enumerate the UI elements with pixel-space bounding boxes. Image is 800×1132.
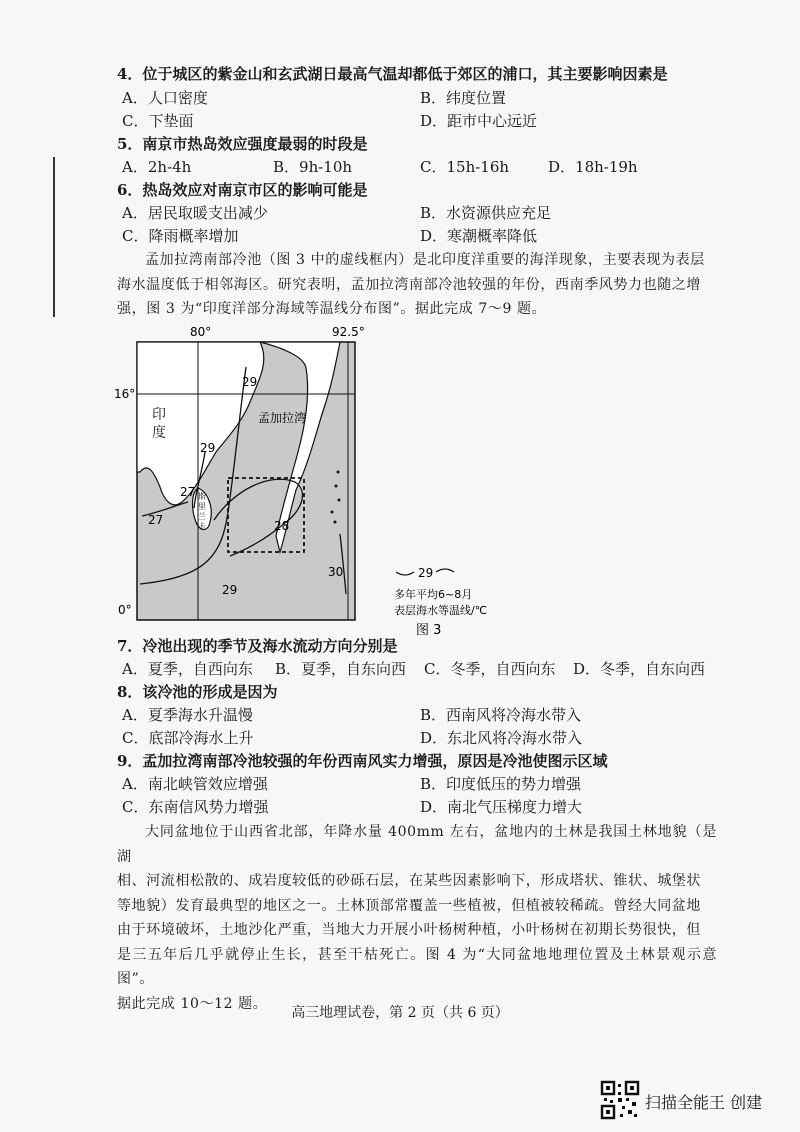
q4-option-d[interactable]: D．距市中心远近 (420, 112, 538, 130)
legend-line (396, 572, 414, 575)
passage1-line: 强，图 3 为“印度洋部分海域等温线分布图”。据此完成 7～9 题。 (117, 301, 547, 317)
map-canvas (110, 322, 488, 642)
qr-code-icon (600, 1080, 640, 1120)
passage2-line: 由于环境破坏，土地沙化严重，当地大力开展小叶杨树种植，小叶杨树在初期长势很快，但 (117, 922, 701, 938)
q7-option-b[interactable]: B．夏季，自东向西 (275, 660, 407, 678)
passage2-line: 相、河流相松散的、成岩度较低的砂砾石层，在某些因素影响下，形成塔状、锥状、城堡状 (117, 873, 701, 889)
q9-option-c[interactable]: C．东南信风势力增强 (122, 798, 269, 816)
scanner-watermark (600, 1080, 780, 1120)
passage-cold-pool (117, 248, 717, 322)
q9-stem: 9．孟加拉湾南部冷池较强的年份西南风实力增强，原因是冷池使图示区域 (117, 752, 608, 770)
passage2-line: 大同盆地位于山西省北部，年降水量 400mm 左右，盆地内的土林是我国土林地貌（是湖 (117, 824, 717, 865)
lat-label-16: 16° (114, 387, 136, 401)
page-footer: 高三地理试卷，第 2 页（共 6 页） (291, 1005, 509, 1021)
q4-option-a[interactable]: A．人口密度 (122, 89, 208, 107)
sri-lanka-label: 斯里兰卡 (198, 492, 206, 531)
passage2-line: 是三五年后几乎就停止生长，甚至干枯死亡。图 4 为“大同盆地地理位置及土林景观示意图”。 (117, 946, 717, 987)
figure-3-map (110, 322, 488, 642)
india-label: 印度 (152, 407, 166, 441)
q8-option-c[interactable]: C．底部冷海水上升 (122, 729, 254, 747)
q4-option-c[interactable]: C．下垫面 (122, 112, 194, 130)
q4-stem: 4．位于城区的紫金山和玄武湖日最高气温却都低于郊区的浦口，其主要影响因素是 (117, 65, 668, 83)
isotherm-label: 29 (200, 441, 216, 455)
q7-option-d[interactable]: D．冬季，自东向西 (573, 660, 706, 678)
isotherm-label: 29 (222, 583, 238, 597)
isotherm-label: 27 (148, 513, 164, 527)
q6-stem: 6．热岛效应对南京市区的影响可能是 (117, 181, 368, 199)
q8-stem: 8．该冷池的形成是因为 (117, 683, 278, 701)
q5-option-a[interactable]: A．2h-4h (122, 158, 192, 176)
q5-option-c[interactable]: C．15h-16h (420, 158, 510, 176)
passage2-line: 等地貌）发育最典型的地区之一。土林顶部常覆盖一些植被，但植被较稀疏。曾经大同盆地 (117, 897, 701, 914)
bay-of-bengal-label: 孟加拉湾 (258, 411, 307, 425)
passage-datong-basin (117, 820, 717, 1016)
figure-caption: 图 3 (416, 623, 442, 638)
lon-label-80: 80° (190, 325, 212, 339)
isotherm-label: 29 (242, 375, 258, 389)
q9-option-b[interactable]: B．印度低压的势力增强 (420, 775, 582, 793)
q6-option-c[interactable]: C．降雨概率增加 (122, 227, 239, 245)
q7-stem: 7．冷池出现的季节及海水流动方向分别是 (117, 637, 398, 655)
passage1-line: 海水温度低于相邻海区。研究表明，孟加拉湾南部冷池较强的年份，西南季风势力也随之增 (117, 276, 701, 293)
q6-option-b[interactable]: B．水资源供应充足 (420, 204, 552, 222)
q5-option-d[interactable]: D．18h-19h (548, 158, 638, 176)
isotherm-label: 30 (328, 565, 344, 579)
q7-option-c[interactable]: C．冬季，自西向东 (424, 660, 556, 678)
q8-option-b[interactable]: B．西南风将冷海水带入 (420, 706, 582, 724)
lat-label-0: 0° (118, 603, 132, 617)
isotherm-label: 28 (274, 519, 290, 533)
legend-text: 多年平均6~8月 (394, 588, 473, 601)
scanner-brand-text: 扫描全能王 创建 (645, 1093, 763, 1112)
isotherm-label: 27 (180, 485, 196, 499)
q9-option-d[interactable]: D．南北气压梯度力增大 (420, 798, 583, 816)
q5-stem: 5．南京市热岛效应强度最弱的时段是 (117, 135, 368, 153)
legend-line (436, 569, 454, 572)
q4-option-b[interactable]: B．纬度位置 (420, 89, 507, 107)
q8-option-d[interactable]: D．东北风将冷海水带入 (420, 729, 583, 747)
legend-value: 29 (418, 566, 434, 580)
q8-option-a[interactable]: A．夏季海水升温慢 (122, 706, 253, 724)
legend-text: 表层海水等温线/℃ (394, 604, 488, 617)
q6-option-a[interactable]: A．居民取暖支出减少 (122, 204, 268, 222)
q7-option-a[interactable]: A．夏季，自西向东 (122, 660, 253, 678)
lon-label-92-5: 92.5° (332, 325, 365, 339)
margin-binding-line (53, 157, 55, 317)
q5-option-b[interactable]: B．9h-10h (273, 158, 353, 176)
passage2-line: 据此完成 10～12 题。 (117, 995, 268, 1012)
passage1-line: 孟加拉湾南部冷池（图 3 中的虚线框内）是北印度洋重要的海洋现象，主要表现为表层 (145, 252, 705, 268)
q9-option-a[interactable]: A．南北峡管效应增强 (122, 775, 268, 793)
q6-option-d[interactable]: D．寒潮概率降低 (420, 227, 538, 245)
